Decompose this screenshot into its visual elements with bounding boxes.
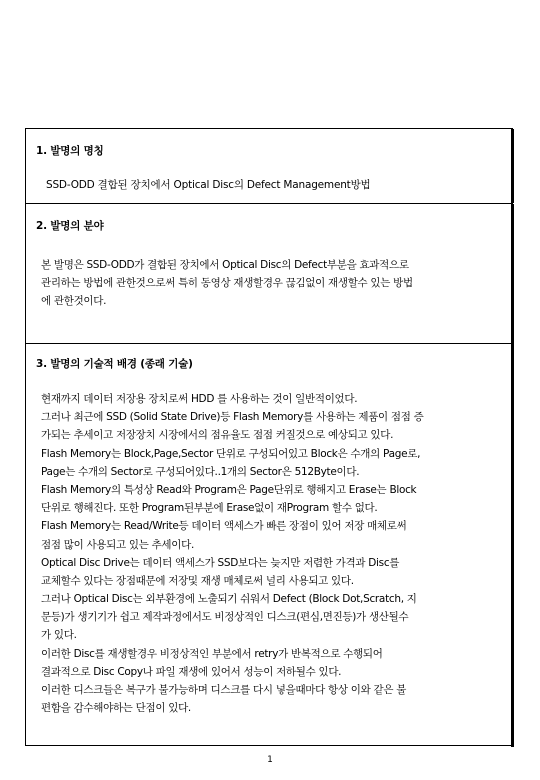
section-heading: 3. 발명의 기술적 배경 (종래 기술): [36, 358, 193, 370]
document-frame: [25, 128, 513, 746]
text-line: 교체할수 있다는 장점때문에 저장및 재생 매체로써 널리 사용되고 있다.: [41, 574, 354, 587]
right-border: [511, 344, 514, 747]
page-number: 1: [267, 755, 273, 765]
right-border: [511, 204, 514, 344]
text-line: 에 관한것이다.: [41, 295, 107, 308]
text-line: 단위로 행해진다. 또한 Program된부분에 Erase없이 재Program 할수 없다.: [41, 502, 378, 515]
text-line: 현재까지 데이터 저장용 장치로써 HDD 를 사용하는 것이 일반적이었다.: [41, 393, 358, 405]
text-line: 가 있다.: [41, 629, 77, 642]
text-line: 편함을 감수해야하는 단점이 있다.: [41, 702, 191, 715]
text-line: 결과적으로 Disc Copy나 파일 재생에 있어서 성능이 저하될수 있다.: [41, 665, 342, 678]
text-line: Flash Memory의 특성상 Read와 Program은 Page단위로 행해지고 Erase는 Block: [41, 483, 417, 496]
invention-title: SSD-ODD 결합된 장치에서 Optical Disc의 Defect Management방법: [46, 179, 371, 191]
text-line: 그러나 Optical Disc는 외부환경에 노출되기 쉬워서 Defect (Block Dot,Scratch, 지: [41, 593, 417, 606]
text-line: 본 발명은 SSD-ODD가 결합된 장치에서 Optical Disc의 Defect부분을 효과적으로: [41, 259, 409, 271]
text-line: 이러한 디스크들은 복구가 불가능하며 디스크를 다시 넣을때마다 항상 이와 같은 불: [41, 684, 407, 696]
text-line: Page는 수개의 Sector로 구성되어있다..1개의 Sector은 512Byte이다.: [41, 465, 360, 478]
section-field-of-invention: [26, 203, 512, 343]
section-technical-background: [26, 343, 512, 746]
text-line: 가되는 추세이고 저장장치 시장에서의 점유율도 점점 커질것으로 예상되고 있다.: [41, 429, 394, 442]
text-line: Flash Memory는 Read/Write등 데이터 액세스가 빠른 장점이 있어 저장 매체로써: [41, 520, 407, 533]
section-invention-title: [26, 129, 512, 203]
right-border: [511, 129, 514, 203]
text-line: 그러나 최근에 SSD (Solid State Drive)등 Flash Memory를 사용하는 제품이 점점 증: [41, 411, 424, 424]
section-heading: 1. 발명의 명칭: [36, 145, 104, 157]
text-line: 이러한 Disc를 재생할경우 비정상적인 부분에서 retry가 반복적으로 수행되어: [41, 647, 383, 660]
field-paragraph: [41, 256, 501, 311]
text-line: Flash Memory는 Block,Page,Sector 단위로 구성되어있고 Block은 수개의 Page로,: [41, 447, 421, 460]
text-line: 문등)가 생기기가 쉽고 제작과정에서도 비정상적인 디스크(편심,면진등)가 생산될수: [41, 611, 409, 624]
background-paragraph: [41, 390, 501, 717]
text-line: Optical Disc Drive는 데이터 액세스가 SSD보다는 늦지만 저렴한 가격과 Disc를: [41, 556, 400, 569]
text-line: 점점 많이 사용되고 있는 추세이다.: [41, 538, 194, 551]
section-heading: 2. 발명의 분야: [36, 220, 104, 232]
text-line: 관리하는 방법에 관한것으로써 특히 동영상 재생할경우 끊김없이 재생할수 있는 방법: [41, 277, 413, 290]
